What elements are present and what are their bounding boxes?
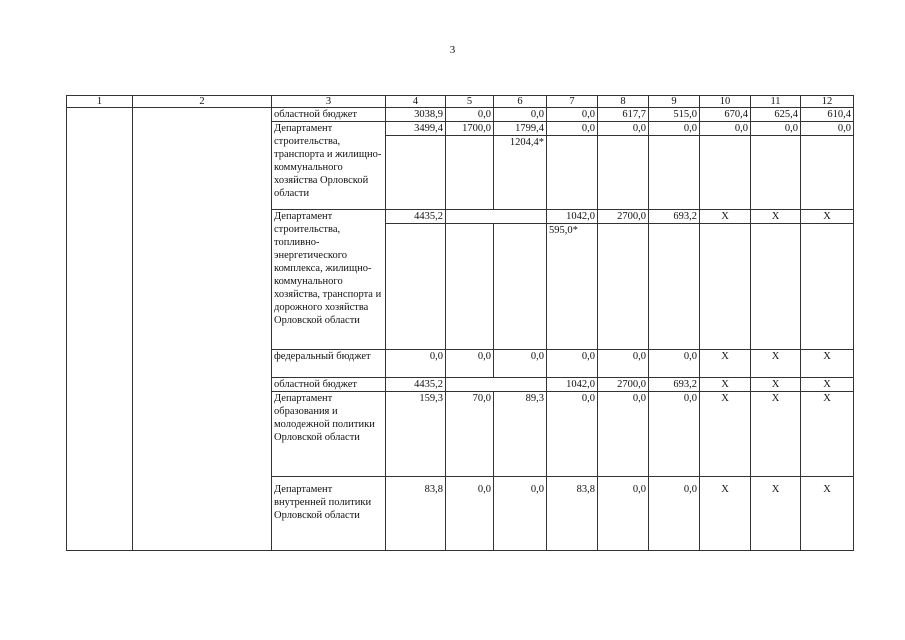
table-row [67, 108, 854, 122]
col-header: 7 [547, 96, 598, 108]
col-header: 2 [133, 96, 272, 108]
cell-value: 3499,4 [386, 122, 446, 136]
cell-value: 0,0 [751, 122, 801, 136]
cell-value: 0,0 [547, 122, 598, 136]
note-value: 595,0* [547, 224, 598, 350]
page-number: 3 [449, 44, 456, 56]
cell-value: 2700,0 [598, 378, 649, 392]
col-header: 5 [446, 96, 494, 108]
cell-value: Х [700, 350, 751, 378]
empty-cell [649, 136, 700, 210]
cell-value: 0,0 [446, 477, 494, 551]
col-header: 4 [386, 96, 446, 108]
cell-value: 0,0 [547, 392, 598, 477]
col-header: 6 [494, 96, 547, 108]
cell-value: 515,0 [649, 108, 700, 122]
cell-value: 0,0 [446, 108, 494, 122]
col2-cell [133, 108, 272, 551]
cell-value: Х [700, 378, 751, 392]
cell-value: 0,0 [598, 477, 649, 551]
cell-value: Х [751, 477, 801, 551]
cell-value: Х [801, 392, 854, 477]
col-header: 10 [700, 96, 751, 108]
empty-cell [649, 224, 700, 350]
empty-cell [386, 224, 446, 350]
empty-cell [598, 136, 649, 210]
cell-value: 89,3 [494, 392, 547, 477]
col-header: 12 [801, 96, 854, 108]
col-header: 9 [649, 96, 700, 108]
budget-table [66, 95, 854, 551]
cell-value: 0,0 [649, 392, 700, 477]
header-row [67, 96, 854, 108]
cell-value: 0,0 [494, 477, 547, 551]
cell-value: 0,0 [598, 122, 649, 136]
cell-value: 670,4 [700, 108, 751, 122]
cell-value: 693,2 [649, 210, 700, 224]
cell-value: Х [751, 378, 801, 392]
cell-value: Х [801, 350, 854, 378]
empty-cell [751, 136, 801, 210]
cell-value: 1700,0 [446, 122, 494, 136]
cell-value: 0,0 [494, 350, 547, 378]
cell-value: 0,0 [649, 350, 700, 378]
empty-cell [446, 136, 494, 210]
empty-cell [547, 136, 598, 210]
empty-cell [801, 224, 854, 350]
col1-cell [67, 108, 133, 551]
cell-value: 3038,9 [386, 108, 446, 122]
row-label: областной бюджет [272, 108, 386, 122]
cell-value: 693,2 [649, 378, 700, 392]
cell-value: 1042,0 [547, 210, 598, 224]
cell-value [446, 378, 494, 392]
cell-value: 1042,0 [547, 378, 598, 392]
cell-value: Х [751, 210, 801, 224]
row-label: областной бюджет [272, 378, 386, 392]
cell-value: 0,0 [446, 350, 494, 378]
col-header: 8 [598, 96, 649, 108]
cell-value: 610,4 [801, 108, 854, 122]
cell-value [494, 378, 547, 392]
cell-value: Х [801, 210, 854, 224]
cell-value: Х [700, 210, 751, 224]
row-label: Департамент строительства, транспорта и жилищно-коммунального хозяйства Орловской области [272, 122, 386, 210]
cell-value: Х [801, 378, 854, 392]
cell-value: 0,0 [547, 108, 598, 122]
cell-value: 4435,2 [386, 378, 446, 392]
cell-value [494, 210, 547, 224]
cell-value: 0,0 [649, 122, 700, 136]
empty-cell [494, 224, 547, 350]
cell-value: Х [801, 477, 854, 551]
cell-value: Х [751, 392, 801, 477]
cell-value: 1799,4 [494, 122, 547, 136]
cell-value: Х [700, 392, 751, 477]
cell-value: 0,0 [598, 392, 649, 477]
col-header: 11 [751, 96, 801, 108]
cell-value: 0,0 [801, 122, 854, 136]
row-label: Департамент образования и молодежной политики Орловской области [272, 392, 386, 477]
empty-cell [700, 224, 751, 350]
cell-value: 0,0 [494, 108, 547, 122]
empty-cell [598, 224, 649, 350]
cell-value: 0,0 [649, 477, 700, 551]
row-label: Департамент внутренней политики Орловской области [272, 477, 386, 551]
cell-value [446, 210, 494, 224]
cell-value: 617,7 [598, 108, 649, 122]
empty-cell [446, 224, 494, 350]
cell-value: 4435,2 [386, 210, 446, 224]
empty-cell [751, 224, 801, 350]
cell-value: Х [700, 477, 751, 551]
cell-value: 83,8 [547, 477, 598, 551]
cell-value: 0,0 [547, 350, 598, 378]
empty-cell [801, 136, 854, 210]
empty-cell [386, 136, 446, 210]
row-label: Департамент строительства, топливно-энергетического комплекса, жилищно-коммунального хозяйства, транспорта и дорожного хозяйства Орловской области [272, 210, 386, 350]
row-label: федеральный бюджет [272, 350, 386, 378]
cell-value: 625,4 [751, 108, 801, 122]
note-value: 1204,4* [494, 136, 547, 210]
cell-value: 70,0 [446, 392, 494, 477]
cell-value: 159,3 [386, 392, 446, 477]
cell-value: 2700,0 [598, 210, 649, 224]
empty-cell [700, 136, 751, 210]
col-header: 1 [67, 96, 133, 108]
cell-value: 0,0 [386, 350, 446, 378]
cell-value: 0,0 [598, 350, 649, 378]
col-header: 3 [272, 96, 386, 108]
cell-value: 83,8 [386, 477, 446, 551]
cell-value: Х [751, 350, 801, 378]
cell-value: 0,0 [700, 122, 751, 136]
